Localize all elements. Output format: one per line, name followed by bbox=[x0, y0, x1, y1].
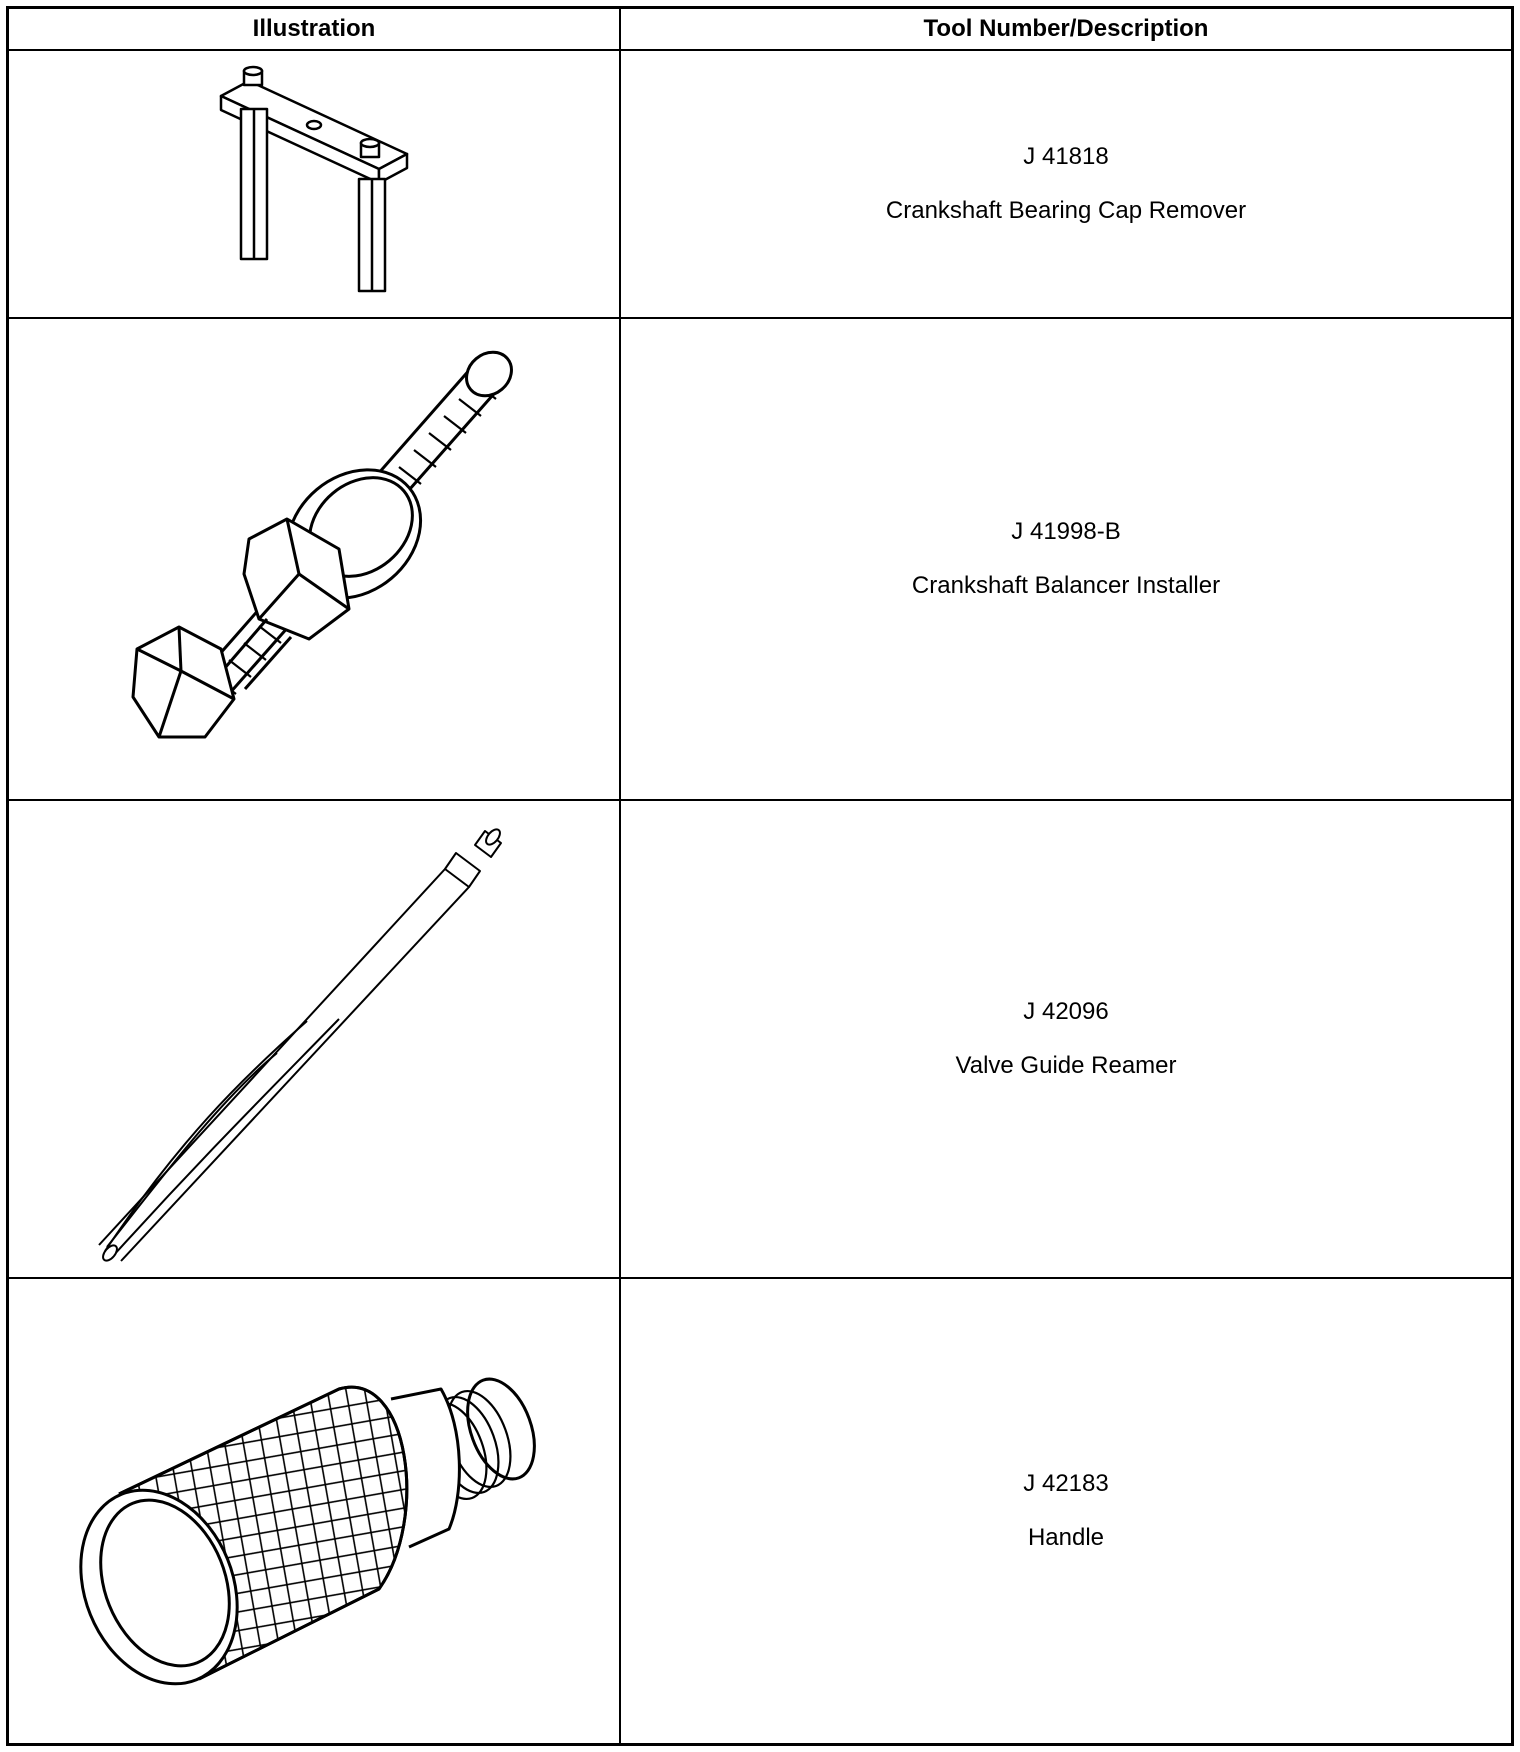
header-illustration: Illustration bbox=[252, 15, 376, 42]
tool-description-cell bbox=[621, 319, 1511, 799]
header-tool-number-description: Tool Number/Description bbox=[923, 15, 1209, 42]
handle-icon bbox=[9, 1279, 619, 1743]
tool-name: Valve Guide Reamer bbox=[955, 1052, 1177, 1079]
balancer-installer-icon bbox=[9, 319, 619, 799]
tool-number: J 42096 bbox=[1023, 998, 1109, 1025]
table-header bbox=[9, 9, 1511, 51]
tool-description-cell bbox=[621, 51, 1511, 317]
tool-description-cell bbox=[621, 801, 1511, 1277]
tool-name: Handle bbox=[1027, 1524, 1105, 1551]
tool-number: J 42183 bbox=[1023, 1470, 1109, 1497]
tool-number: J 41998-B bbox=[1011, 518, 1121, 545]
tool-description-cell bbox=[621, 1279, 1511, 1743]
table-row bbox=[9, 1279, 1511, 1743]
special-tools-table bbox=[6, 6, 1514, 1746]
valve-guide-reamer-icon bbox=[9, 801, 619, 1277]
table-row bbox=[9, 319, 1511, 801]
tool-number: J 41818 bbox=[1023, 143, 1109, 170]
bearing-cap-remover-icon bbox=[9, 51, 619, 317]
table-row bbox=[9, 801, 1511, 1279]
tool-name: Crankshaft Bearing Cap Remover bbox=[885, 197, 1247, 224]
column-divider bbox=[619, 9, 621, 1743]
table-row bbox=[9, 51, 1511, 319]
tool-name: Crankshaft Balancer Installer bbox=[911, 572, 1221, 599]
